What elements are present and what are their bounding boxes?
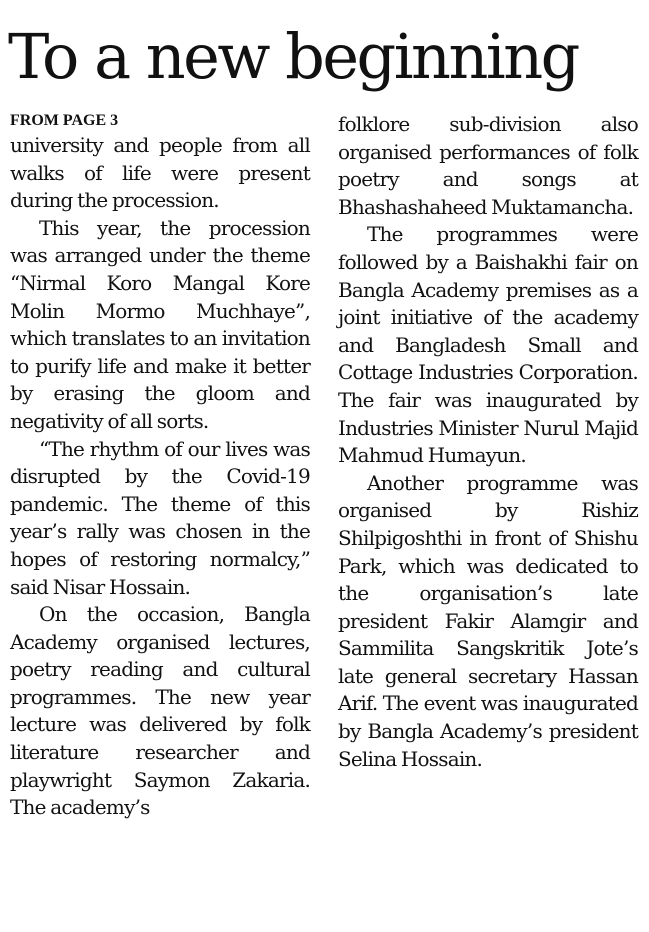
paragraph: “The rhythm of our lives was disrupted by the Covid-19 pandemic. The theme of this year’s rally was chosen in the hopes of restoring normalcy,” said Nisar Hossain. bbox=[10, 436, 310, 599]
jump-line: FROM PAGE 3 bbox=[10, 112, 119, 129]
paragraph: On the occasion, Bangla Academy organised lectures, poetry reading and cultural programmes. The new year lecture was delivered by folk literature researcher and playwright Saymon Zakaria. The academy’s bbox=[10, 602, 310, 820]
article-column-left bbox=[10, 110, 310, 822]
paragraph: university and people from all walks of life were present during the procession. bbox=[10, 133, 310, 213]
paragraph: Another programme was organised by Rishiz Shilpigoshthi in front of Shishu Park, which was dedicated to the organisation’s late president Fakir Alamgir and Sammilita Sangskritik Jote’s late general secretary Hassan Arif. The event was inaugurated by Bangla Academy’s president Selina Hossain. bbox=[338, 470, 638, 771]
paragraph: folklore sub-division also organised performances of folk poetry and songs at Bhashashaheed Muktamancha. bbox=[338, 112, 638, 219]
paragraph: The programmes were followed by a Baishakhi fair on Bangla Academy premises as a joint initiative of the academy and Bangladesh Small and Cottage Industries Corporation. The fair was inaugurated by Industries Minister Nurul Majid Mahmud Humayun. bbox=[338, 222, 638, 468]
paragraph: This year, the procession was arranged under the theme “Nirmal Koro Mangal Kore Molin Mormo Muchhaye”, which translates to an invitation to purify life and make it better by erasing the gloom and negativity of all sorts. bbox=[10, 215, 310, 433]
article-column-right bbox=[338, 111, 638, 773]
headline: To a new beginning bbox=[8, 20, 578, 93]
